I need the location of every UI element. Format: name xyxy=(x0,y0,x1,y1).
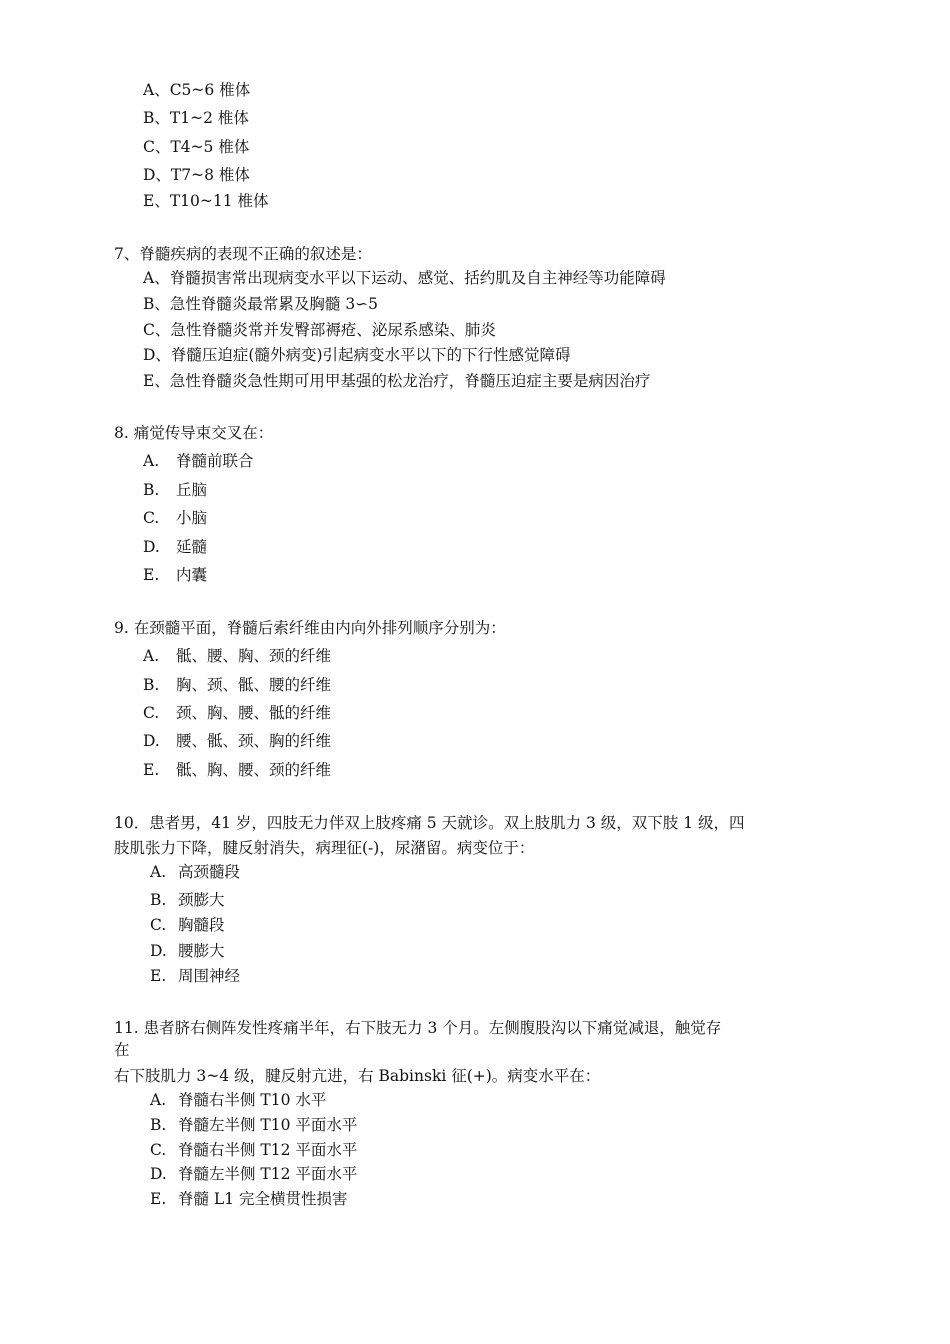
q9-option-e xyxy=(143,760,331,780)
q11-option-c xyxy=(150,1140,357,1160)
q7-stem: 7、脊髓疾病的表现不正确的叙述是： xyxy=(114,245,372,263)
q11-option-e xyxy=(150,1189,348,1209)
q7-option-d: D、脊髓压迫症(髓外病变)引起病变水平以下的下行性感觉障碍 xyxy=(143,346,571,364)
option-label: A. xyxy=(150,863,167,881)
option-text: 脊髓左半侧 T12 平面水平 xyxy=(178,1165,358,1183)
option-label: D. xyxy=(143,538,160,556)
option-text: 颈膨大 xyxy=(178,891,225,909)
option-label: E. xyxy=(143,761,160,779)
q10-stem-line-1: 10．患者男，41 岁，四肢无力伴双上肢疼痛 5 天就诊。双上肢肌力 3 级，双下肢 1 级，四 xyxy=(114,814,745,832)
option-text: 脊髓右半侧 T10 水平 xyxy=(178,1091,327,1109)
option-text: 高颈髓段 xyxy=(178,863,241,881)
option-label: C. xyxy=(150,1141,167,1159)
option-label: B. xyxy=(150,1116,167,1134)
q11-stem-line-3: 右下肢肌力 3~4 级，腱反射亢进，右 Babinski 征(+)。病变水平在： xyxy=(114,1067,601,1085)
q6-option-b: B、T1~2 椎体 xyxy=(143,109,249,127)
q10-option-c xyxy=(150,915,225,935)
q8-option-e xyxy=(143,565,207,585)
option-text: 胸、颈、骶、腰的纤维 xyxy=(176,676,332,694)
q7-option-e: E、急性脊髓炎急性期可用甲基强的松龙治疗，脊髓压迫症主要是病因治疗 xyxy=(143,372,651,390)
q10-option-d xyxy=(150,941,225,961)
q6-option-e: E、T10~11 椎体 xyxy=(143,192,269,210)
option-label: B. xyxy=(143,676,160,694)
option-text: 脊髓 L1 完全横贯性损害 xyxy=(178,1190,348,1208)
q10-option-a xyxy=(150,862,240,882)
q11-option-d xyxy=(150,1164,357,1184)
option-text: 腰、骶、颈、胸的纤维 xyxy=(176,732,332,750)
option-label: B. xyxy=(150,891,167,909)
option-text: 骶、胸、腰、颈的纤维 xyxy=(176,761,332,779)
option-text: 延髓 xyxy=(176,538,208,556)
q8-option-c xyxy=(143,508,207,528)
q10-option-b xyxy=(150,890,225,910)
q11-option-b xyxy=(150,1115,357,1135)
q11-stem-line-2: 在 xyxy=(114,1041,130,1059)
q8-option-b xyxy=(143,480,207,500)
q7-option-c: C、急性脊髓炎常并发臀部褥疮、泌尿系感染、肺炎 xyxy=(143,321,496,339)
option-text: 脊髓右半侧 T12 平面水平 xyxy=(178,1141,358,1159)
q8-option-d xyxy=(143,537,207,557)
q9-option-c xyxy=(143,703,331,723)
option-text: 脊髓左半侧 T10 平面水平 xyxy=(178,1116,358,1134)
q6-option-c: C、T4~5 椎体 xyxy=(143,138,250,156)
q11-option-a xyxy=(150,1090,326,1110)
option-text: 周围神经 xyxy=(178,967,241,985)
q10-stem-line-2: 肢肌张力下降，腱反射消失，病理征(-)，尿潴留。病变位于： xyxy=(114,839,535,857)
q9-stem: 9. 在颈髓平面，脊髓后索纤维由内向外排列顺序分别为： xyxy=(114,619,506,637)
option-label: E. xyxy=(150,1190,167,1208)
q8-option-a xyxy=(143,451,254,471)
option-text: 内囊 xyxy=(176,566,208,584)
option-text: 小脑 xyxy=(176,509,208,527)
option-label: C. xyxy=(143,704,160,722)
q9-option-b xyxy=(143,675,331,695)
option-label: D. xyxy=(143,732,160,750)
q6-option-a: A、C5~6 椎体 xyxy=(143,81,251,99)
option-label: A. xyxy=(143,452,160,470)
option-text: 脊髓前联合 xyxy=(176,452,254,470)
option-label: E. xyxy=(143,566,160,584)
option-label: D. xyxy=(150,1165,167,1183)
q8-stem: 8. 痛觉传导束交叉在： xyxy=(114,424,274,442)
q7-option-b: B、急性脊髓炎最常累及胸髓 3∽5 xyxy=(143,295,379,313)
option-text: 骶、腰、胸、颈的纤维 xyxy=(176,647,332,665)
q9-option-a xyxy=(143,646,331,666)
option-label: C. xyxy=(143,509,160,527)
q11-stem-line-1: 11. 患者脐右侧阵发性疼痛半年，右下肢无力 3 个月。左侧腹股沟以下痛觉减退，触觉存 xyxy=(114,1019,722,1037)
option-label: A. xyxy=(143,647,160,665)
q7-option-a: A、脊髓损害常出现病变水平以下运动、感觉、括约肌及自主神经等功能障碍 xyxy=(143,269,666,287)
option-text: 胸髓段 xyxy=(178,916,225,934)
option-label: A. xyxy=(150,1091,167,1109)
option-text: 颈、胸、腰、骶的纤维 xyxy=(176,704,332,722)
q10-option-e xyxy=(150,966,240,986)
option-label: B. xyxy=(143,481,160,499)
option-text: 丘脑 xyxy=(176,481,208,499)
q6-option-d: D、T7~8 椎体 xyxy=(143,166,250,184)
option-label: C. xyxy=(150,916,167,934)
option-label: D. xyxy=(150,942,167,960)
option-label: E. xyxy=(150,967,167,985)
option-text: 腰膨大 xyxy=(178,942,225,960)
q9-option-d xyxy=(143,731,331,751)
